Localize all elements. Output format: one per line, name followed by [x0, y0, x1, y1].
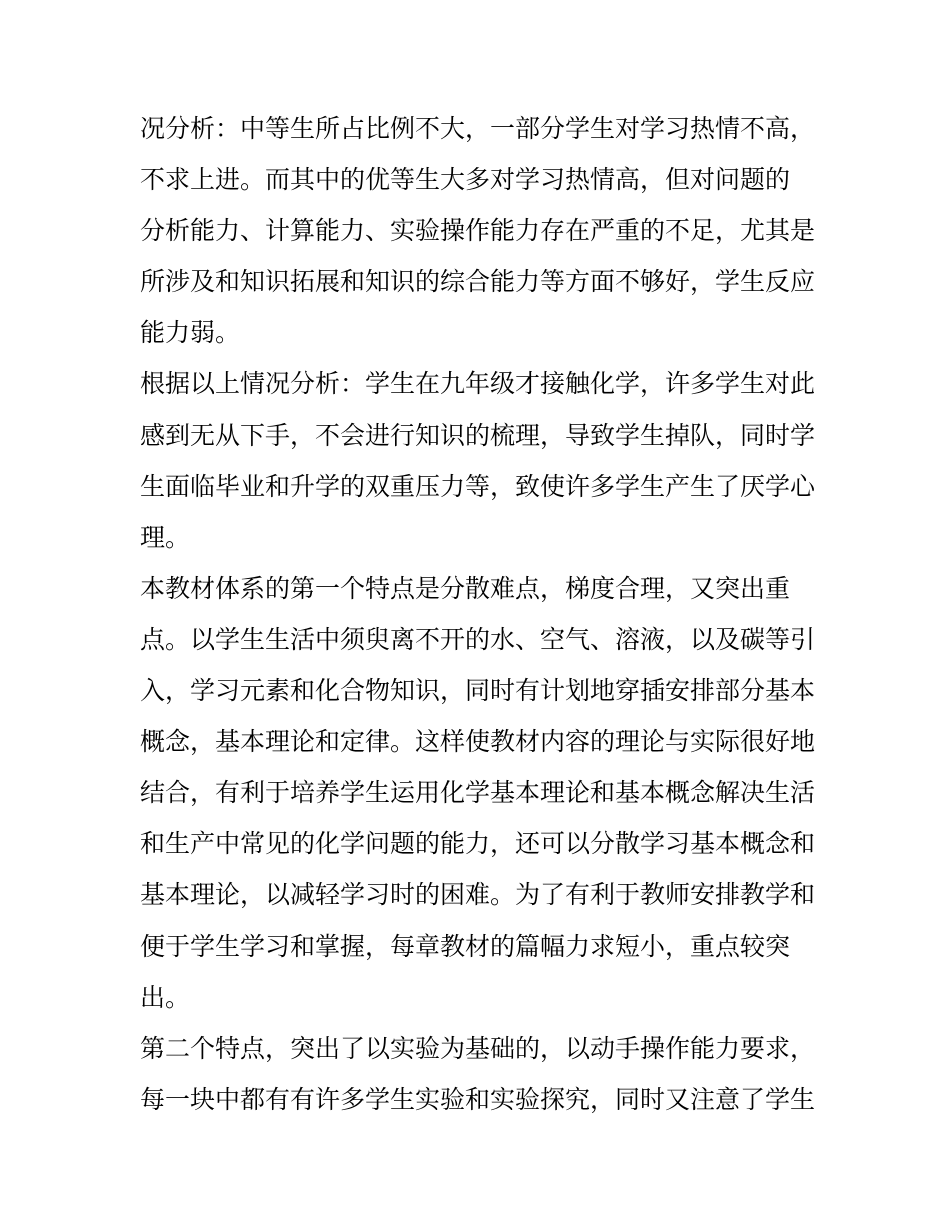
- text-line: 结合，有利于培养学生运用化学基本理论和基本概念解决生活: [140, 778, 815, 808]
- text-line: 入，学习元素和化合物知识，同时有计划地穿插安排部分基本: [140, 676, 815, 706]
- text-line: 理。: [140, 522, 191, 552]
- text-line: 第二个特点，突出了以实验为基础的，以动手操作能力要求，: [140, 1033, 815, 1063]
- text-line: 便于学生学习和掌握，每章教材的篇幅力求短小，重点较突: [140, 931, 791, 961]
- text-line: 出。: [140, 982, 191, 1012]
- text-line: 每一块中都有有许多学生实验和实验探究，同时又注意了学生: [140, 1084, 815, 1114]
- text-line: 生面临毕业和升学的双重压力等，致使许多学生产生了厌学心: [140, 471, 815, 501]
- document-body: [140, 103, 815, 1125]
- text-line: 本教材体系的第一个特点是分散难点，梯度合理，又突出重: [140, 573, 791, 603]
- text-line: 能力弱。: [140, 318, 241, 348]
- text-line: 概念，基本理论和定律。这样使教材内容的理论与实际很好地: [140, 727, 815, 757]
- text-line: 分析能力、计算能力、实验操作能力存在严重的不足，尤其是: [140, 216, 815, 246]
- text-line: 点。以学生生活中须臾离不开的水、空气、溶液，以及碳等引: [140, 624, 815, 654]
- text-line: 感到无从下手，不会进行知识的梳理，导致学生掉队，同时学: [140, 420, 815, 450]
- text-line: 况分析：中等生所占比例不大，一部分学生对学习热情不高，: [140, 114, 815, 143]
- text-line: 不求上进。而其中的优等生大多对学习热情高，但对问题的: [140, 165, 791, 195]
- text-line: 所涉及和知识拓展和知识的综合能力等方面不够好，学生反应: [140, 267, 815, 297]
- text-line: 基本理论，以减轻学习时的困难。为了有利于教师安排教学和: [140, 880, 815, 910]
- text-line: 根据以上情况分析：学生在九年级才接触化学，许多学生对此: [140, 369, 815, 399]
- text-line: 和生产中常见的化学问题的能力，还可以分散学习基本概念和: [140, 829, 815, 859]
